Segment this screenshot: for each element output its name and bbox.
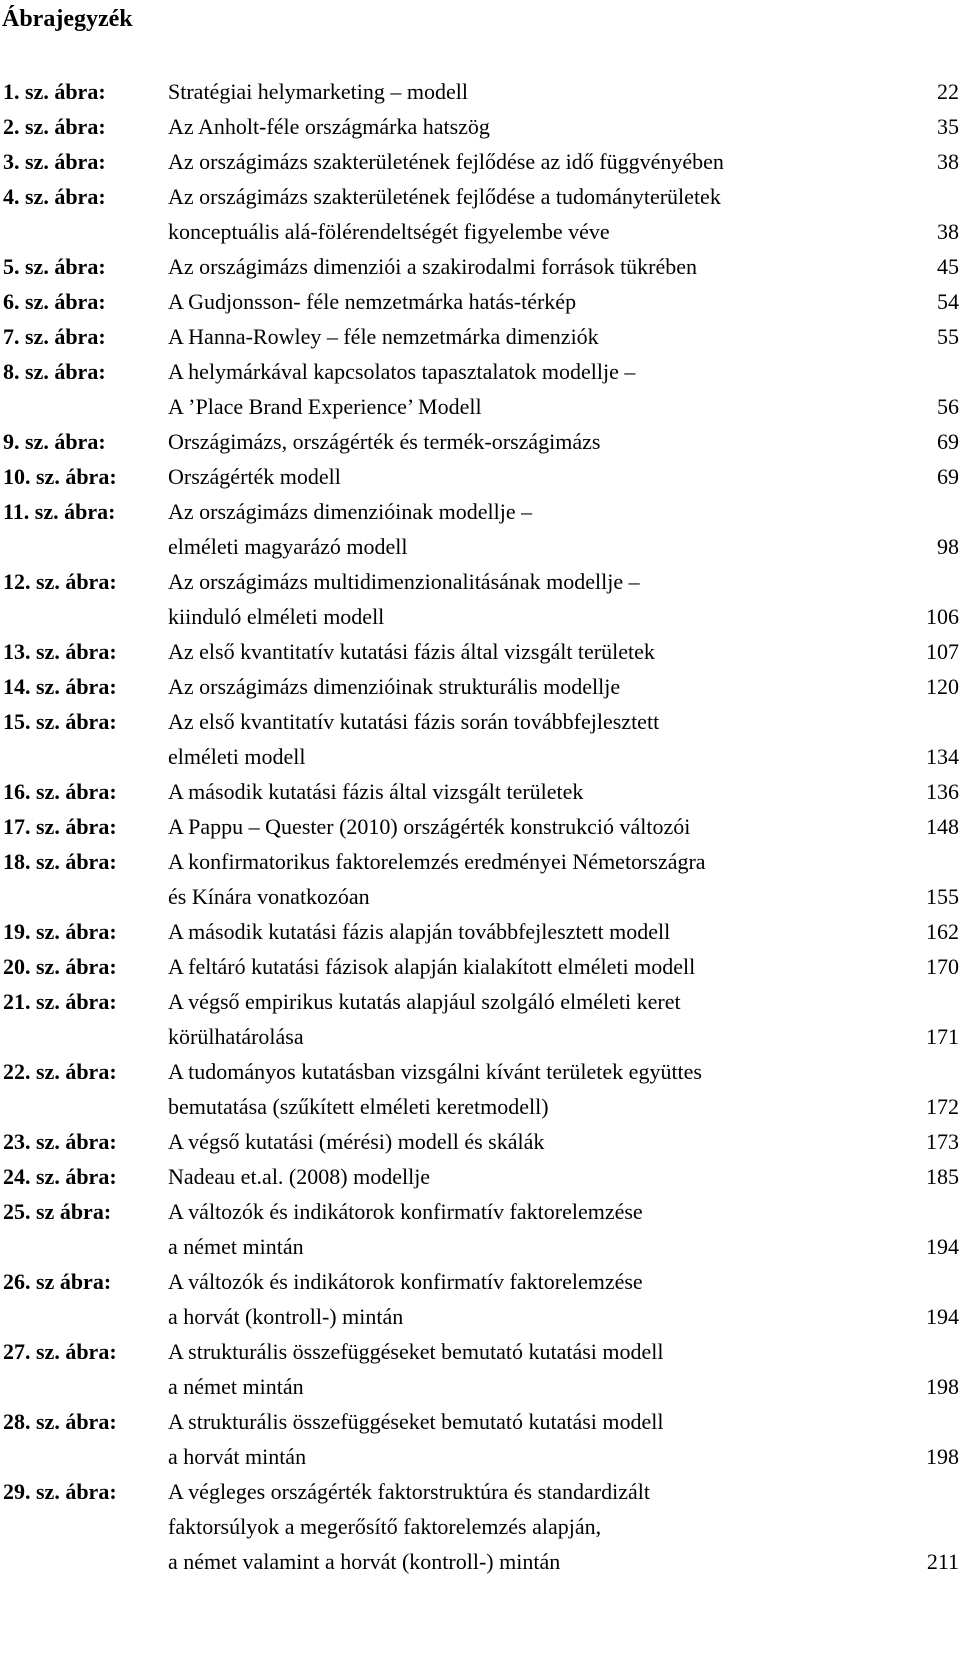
- page-number: 56: [937, 394, 959, 419]
- figure-entry: [0, 109, 960, 144]
- page-number: 38: [937, 149, 959, 174]
- page-number: 134: [926, 744, 959, 769]
- figure-title-line: [168, 914, 960, 949]
- figure-title: [168, 494, 960, 564]
- figure-title-line: [168, 704, 960, 739]
- figure-entry: [0, 319, 960, 354]
- figure-number: 9. sz. ábra:: [3, 429, 106, 454]
- figure-title-text: A helymárkával kapcsolatos tapasztalatok modellje –: [168, 359, 636, 384]
- figure-title-text: A Pappu – Quester (2010) országérték konstrukció változói: [168, 814, 691, 839]
- figure-title-text: Az országimázs dimenziói a szakirodalmi források tükrében: [168, 254, 698, 279]
- page-number: 185: [926, 1164, 959, 1189]
- page-number: 106: [926, 604, 959, 629]
- figure-number: 6. sz. ábra:: [3, 289, 106, 314]
- figure-title-text: a horvát (kontroll-) mintán: [168, 1304, 404, 1329]
- figure-entry: [0, 424, 960, 459]
- figure-title-line: [168, 564, 960, 599]
- figure-title-text: Az országimázs szakterületének fejlődése a tudományterületek: [168, 184, 721, 209]
- figure-entry: [0, 844, 960, 914]
- page-number: 172: [926, 1094, 959, 1119]
- figure-title-line: [168, 1054, 960, 1089]
- figure-title-text: a német valamint a horvát (kontroll-) mintán: [168, 1549, 561, 1574]
- figure-title-text: Az országimázs multidimenzionalitásának modellje –: [168, 569, 640, 594]
- figure-title-text: elméleti modell: [168, 744, 306, 769]
- figure-title-line: [168, 144, 960, 179]
- figure-title-line: [168, 844, 960, 879]
- figure-entry: [0, 704, 960, 774]
- figure-title-line: [168, 879, 960, 914]
- figure-title-line: [168, 1299, 960, 1334]
- figure-title-text: A végső kutatási (mérési) modell és skálák: [168, 1129, 545, 1154]
- figure-title-text: Országimázs, országérték és termék-országimázs: [168, 429, 601, 454]
- figure-entry: [0, 774, 960, 809]
- page-number: 45: [937, 254, 959, 279]
- figure-title-line: [168, 1474, 960, 1509]
- figure-title: [168, 354, 960, 424]
- figure-title-text: Az országimázs dimenzióinak strukturális modellje: [168, 674, 621, 699]
- page-number: 55: [937, 324, 959, 349]
- figure-title-line: [168, 1334, 960, 1369]
- figure-title-line: [168, 1159, 960, 1194]
- figure-entry: [0, 634, 960, 669]
- figure-title: [168, 564, 960, 634]
- figure-number: 26. sz ábra:: [3, 1269, 112, 1294]
- page-number: 136: [926, 779, 959, 804]
- page-number: 155: [926, 884, 959, 909]
- page-number: 162: [926, 919, 959, 944]
- page-number: 69: [937, 464, 959, 489]
- figure-number: 13. sz. ábra:: [3, 639, 117, 664]
- figure-number: 22. sz. ábra:: [3, 1059, 117, 1084]
- figure-title-text: körülhatárolása: [168, 1024, 304, 1049]
- page-number: 120: [926, 674, 959, 699]
- figure-title-line: [168, 984, 960, 1019]
- figure-title-line: [168, 809, 960, 844]
- figure-title-text: Stratégiai helymarketing – modell: [168, 79, 468, 104]
- figure-title-text: Az országimázs szakterületének fejlődése az idő függvényében: [168, 149, 724, 174]
- page-number: 211: [926, 1549, 959, 1574]
- figure-entry: [0, 1404, 960, 1474]
- figure-number: 21. sz. ábra:: [3, 989, 117, 1014]
- figure-title-text: A végleges országérték faktorstruktúra és standardizált: [168, 1479, 650, 1504]
- page-number: 148: [926, 814, 959, 839]
- figure-number: 17. sz. ábra:: [3, 814, 117, 839]
- figure-title: [168, 634, 960, 669]
- figure-entry: [0, 1159, 960, 1194]
- figure-title-line: [168, 774, 960, 809]
- page-number: 194: [926, 1304, 959, 1329]
- figure-title: [168, 109, 960, 144]
- page-number: 173: [926, 1129, 959, 1154]
- figure-title-text: A ’Place Brand Experience’ Modell: [168, 394, 482, 419]
- figure-number: 28. sz. ábra:: [3, 1409, 117, 1434]
- figure-title-line: [168, 284, 960, 319]
- figure-entry: [0, 669, 960, 704]
- page-number: 38: [937, 219, 959, 244]
- figure-number: 20. sz. ábra:: [3, 954, 117, 979]
- figure-title: [168, 774, 960, 809]
- figure-title: [168, 179, 960, 249]
- figure-title: [168, 1054, 960, 1124]
- figure-entry: [0, 809, 960, 844]
- figure-title: [168, 1124, 960, 1159]
- page-number: 194: [926, 1234, 959, 1259]
- figure-entry: [0, 914, 960, 949]
- figure-title: [168, 284, 960, 319]
- figure-title-text: A végső empirikus kutatás alapjául szolgáló elméleti keret: [168, 989, 681, 1014]
- figure-number: 16. sz. ábra:: [3, 779, 117, 804]
- figure-title-text: A Hanna-Rowley – féle nemzetmárka dimenziók: [168, 324, 599, 349]
- figure-title-line: [168, 529, 960, 564]
- figure-title-line: [168, 1264, 960, 1299]
- figure-entry: [0, 984, 960, 1054]
- figure-entry: [0, 1124, 960, 1159]
- figure-title-line: [168, 1509, 960, 1544]
- figure-title-line: [168, 354, 960, 389]
- page-number: 54: [937, 289, 959, 314]
- figure-number: 12. sz. ábra:: [3, 569, 117, 594]
- figure-title-line: [168, 249, 960, 284]
- figure-title: [168, 424, 960, 459]
- figure-number: 7. sz. ábra:: [3, 324, 106, 349]
- figure-title: [168, 844, 960, 914]
- figure-title: [168, 319, 960, 354]
- figure-number: 27. sz. ábra:: [3, 1339, 117, 1364]
- figure-entry: [0, 949, 960, 984]
- figure-title: [168, 704, 960, 774]
- figure-title-line: [168, 74, 960, 109]
- figure-title-text: konceptuális alá-fölérendeltségét figyelembe véve: [168, 219, 610, 244]
- figure-entry: [0, 354, 960, 424]
- figure-title-line: [168, 459, 960, 494]
- figure-title: [168, 809, 960, 844]
- figure-title-text: Az első kvantitatív kutatási fázis során továbbfejlesztett: [168, 709, 660, 734]
- figure-title-text: Nadeau et.al. (2008) modellje: [168, 1164, 431, 1189]
- figure-title-line: [168, 1019, 960, 1054]
- figure-title-line: [168, 739, 960, 774]
- figure-title-line: [168, 179, 960, 214]
- figure-title: [168, 144, 960, 179]
- figure-title-text: A tudományos kutatásban vizsgálni kívánt területek együttes: [168, 1059, 702, 1084]
- figure-title-line: [168, 1439, 960, 1474]
- figure-entry: [0, 564, 960, 634]
- figure-number: 15. sz. ábra:: [3, 709, 117, 734]
- figure-title: [168, 1264, 960, 1334]
- figure-entry: [0, 74, 960, 109]
- figure-entry: [0, 494, 960, 564]
- figure-title-text: faktorsúlyok a megerősítő faktorelemzés alapján,: [168, 1514, 602, 1539]
- figure-number: 5. sz. ábra:: [3, 254, 106, 279]
- figure-number: 11. sz. ábra:: [3, 499, 116, 524]
- figure-title-text: A változók és indikátorok konfirmatív faktorelemzése: [168, 1199, 643, 1224]
- page-number: 170: [926, 954, 959, 979]
- figure-title-line: [168, 669, 960, 704]
- figure-number: 23. sz. ábra:: [3, 1129, 117, 1154]
- figure-number: 8. sz. ábra:: [3, 359, 106, 384]
- figure-title: [168, 74, 960, 109]
- figure-title-line: [168, 1229, 960, 1264]
- page-title: Ábrajegyzék: [2, 6, 133, 32]
- figure-title-line: [168, 1194, 960, 1229]
- figure-title-text: A feltáró kutatási fázisok alapján kialakított elméleti modell: [168, 954, 696, 979]
- page-number: 22: [937, 79, 959, 104]
- figure-title-line: [168, 949, 960, 984]
- figure-list: [0, 74, 960, 1579]
- figure-entry: [0, 1264, 960, 1334]
- figure-entry: [0, 1054, 960, 1124]
- figure-title: [168, 459, 960, 494]
- figure-title-text: A strukturális összefüggéseket bemutató kutatási modell: [168, 1409, 664, 1434]
- figure-number: 29. sz. ábra:: [3, 1479, 117, 1504]
- figure-title: [168, 669, 960, 704]
- figure-title: [168, 1194, 960, 1264]
- figure-title-text: kiinduló elméleti modell: [168, 604, 385, 629]
- figure-number: 4. sz. ábra:: [3, 184, 106, 209]
- figure-entry: [0, 1334, 960, 1404]
- figure-number: 24. sz. ábra:: [3, 1164, 117, 1189]
- figure-title-text: Országérték modell: [168, 464, 341, 489]
- figure-title: [168, 1334, 960, 1404]
- page-number: 98: [937, 534, 959, 559]
- figure-entry: [0, 1194, 960, 1264]
- page-number: 35: [937, 114, 959, 139]
- figure-title-text: A változók és indikátorok konfirmatív faktorelemzése: [168, 1269, 643, 1294]
- figure-title: [168, 1159, 960, 1194]
- figure-title-line: [168, 1544, 960, 1579]
- figure-title-line: [168, 494, 960, 529]
- figure-title-text: A második kutatási fázis által vizsgált területek: [168, 779, 584, 804]
- figure-title: [168, 1404, 960, 1474]
- figure-title-text: elméleti magyarázó modell: [168, 534, 408, 559]
- figure-entry: [0, 249, 960, 284]
- figure-title: [168, 249, 960, 284]
- figure-title-line: [168, 1089, 960, 1124]
- figure-entry: [0, 144, 960, 179]
- figure-number: 14. sz. ábra:: [3, 674, 117, 699]
- figure-title-text: A strukturális összefüggéseket bemutató kutatási modell: [168, 1339, 664, 1364]
- figure-number: 18. sz. ábra:: [3, 849, 117, 874]
- figure-title-text: a német mintán: [168, 1234, 304, 1259]
- figure-title-text: Az Anholt-féle országmárka hatszög: [168, 114, 490, 139]
- figure-entry: [0, 1474, 960, 1579]
- figure-number: 10. sz. ábra:: [3, 464, 117, 489]
- page-number: 198: [926, 1444, 959, 1469]
- figure-title-line: [168, 319, 960, 354]
- figure-title-line: [168, 389, 960, 424]
- figure-title-line: [168, 424, 960, 459]
- figure-number: 25. sz ábra:: [3, 1199, 112, 1224]
- figure-entry: [0, 179, 960, 249]
- page-number: 171: [926, 1024, 959, 1049]
- figure-title: [168, 984, 960, 1054]
- figure-number: 2. sz. ábra:: [3, 114, 106, 139]
- figure-title-line: [168, 599, 960, 634]
- figure-title-text: bemutatása (szűkített elméleti keretmodell): [168, 1094, 549, 1119]
- figure-title-line: [168, 1124, 960, 1159]
- figure-title: [168, 914, 960, 949]
- figure-title-line: [168, 1369, 960, 1404]
- figure-title-line: [168, 214, 960, 249]
- figure-title-text: a horvát mintán: [168, 1444, 307, 1469]
- figure-number: 19. sz. ábra:: [3, 919, 117, 944]
- figure-title: [168, 949, 960, 984]
- figure-title-text: A második kutatási fázis alapján továbbfejlesztett modell: [168, 919, 671, 944]
- figure-entry: [0, 459, 960, 494]
- figure-title-text: A Gudjonsson- féle nemzetmárka hatás-térkép: [168, 289, 577, 314]
- page-number: 69: [937, 429, 959, 454]
- figure-title-text: Az első kvantitatív kutatási fázis által vizsgált területek: [168, 639, 655, 664]
- page-number: 198: [926, 1374, 959, 1399]
- figure-title-text: és Kínára vonatkozóan: [168, 884, 370, 909]
- figure-title-line: [168, 1404, 960, 1439]
- page-number: 107: [926, 639, 959, 664]
- figure-title-text: A konfirmatorikus faktorelemzés eredményei Németországra: [168, 849, 706, 874]
- figure-title-text: Az országimázs dimenzióinak modellje –: [168, 499, 533, 524]
- figure-number: 1. sz. ábra:: [3, 79, 106, 104]
- figure-entry: [0, 284, 960, 319]
- figure-title-text: a német mintán: [168, 1374, 304, 1399]
- figure-title-line: [168, 634, 960, 669]
- figure-number: 3. sz. ábra:: [3, 149, 106, 174]
- figure-title-line: [168, 109, 960, 144]
- figure-title: [168, 1474, 960, 1579]
